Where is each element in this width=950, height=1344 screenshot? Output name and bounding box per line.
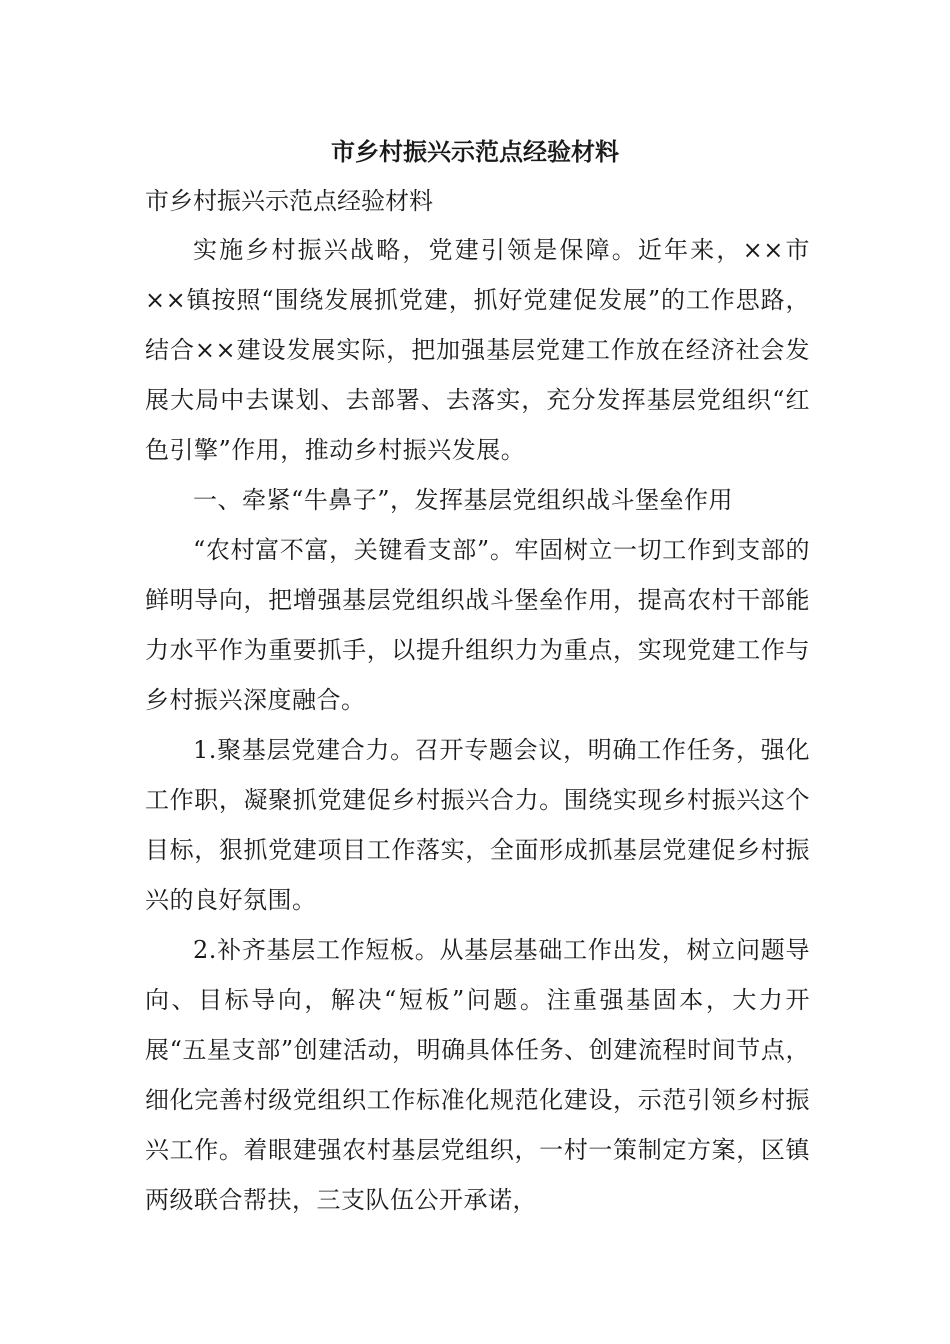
document-title: 市乡村振兴示范点经验材料 bbox=[331, 137, 619, 166]
paragraph-item-2: 2.补齐基层工作短板。从基层基础工作出发，树立问题导向、目标导向，解决“短板”问题。注重强基固本，大力开展“五星支部”创建活动，明确具体任务、创建流程时间节点，细化完善村级党组织工作标准化规范化建设，示范引领乡村振兴工作。着眼建强农村基层党组织，一村一策制定方案，区镇两级联合帮扶，三支队伍公开承诺， bbox=[145, 936, 810, 1214]
paragraph-item-1: 1.聚基层党建合力。召开专题会议，明确工作任务，强化工作职，凝聚抓党建促乡村振兴合力。围绕实现乡村振兴这个目标，狠抓党建项目工作落实，全面形成抓基层党建促乡村振兴的良好氛围。 bbox=[145, 736, 810, 914]
section-heading-1: 一、牵紧“牛鼻子”，发挥基层党组织战斗堡垒作用 bbox=[193, 486, 734, 514]
document-body bbox=[145, 225, 810, 1225]
paragraph-intro: 实施乡村振兴战略，党建引领是保障。近年来，××市××镇按照“围绕发展抓党建，抓好党建促发展”的工作思路，结合××建设发展实际，把加强基层党建工作放在经济社会发展大局中去谋划、去部署、去落实，充分发挥基层党组织“红色引擎”作用，推动乡村振兴发展。 bbox=[145, 236, 810, 464]
paragraph-section-1: “农村富不富，关键看支部”。牢固树立一切工作到支部的鲜明导向，把增强基层党组织战斗堡垒作用，提高农村干部能力水平作为重要抓手，以提升组织力为重点，实现党建工作与乡村振兴深度融合。 bbox=[145, 536, 810, 714]
document-subtitle: 市乡村振兴示范点经验材料 bbox=[145, 187, 433, 215]
